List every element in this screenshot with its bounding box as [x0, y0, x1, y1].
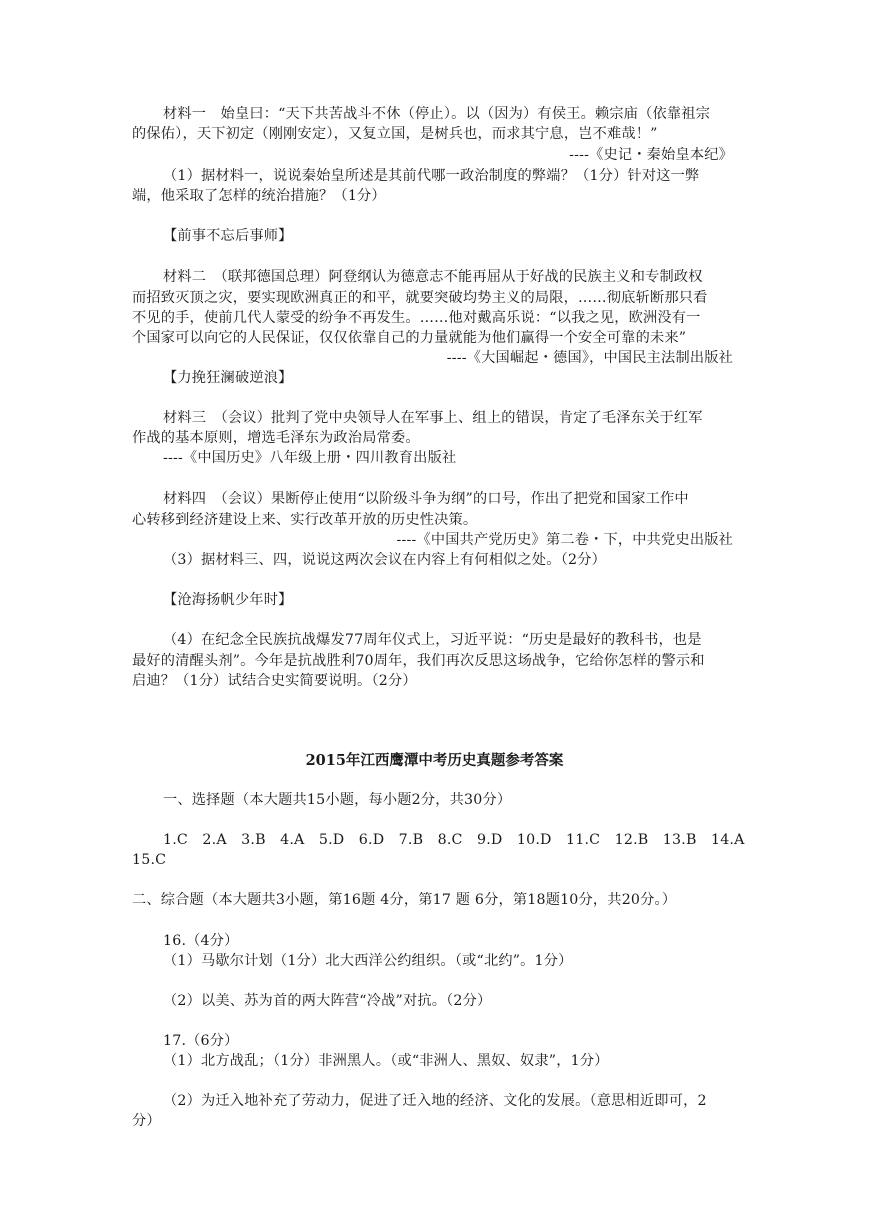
material-2-line-3: 不见的手，使前几代人蒙受的纷争不再发生。……他对戴高乐说：“以我之见，欧洲没有一 [132, 310, 701, 326]
material-3-source: ----《中国历史》八年级上册・四川教育出版社 [163, 450, 457, 466]
answer-16-1: （1）马歇尔计划（1分）北大西洋公约组织。（或“北约”。1分） [163, 953, 573, 969]
material-4-source: ----《中国共产党历史》第二卷・下，中共党史出版社 [396, 532, 733, 548]
section-heading-2: 【力挽狂澜破逆浪】 [163, 370, 293, 386]
material-1-line-1: 材料一 始皇曰：“天下共苦战斗不休（停止）。以（因为）有侯王。赖宗庙（依靠祖宗 [163, 106, 711, 122]
multiple-choice-answers-cont: 15.C [132, 852, 167, 868]
material-2-line-2: 而招致灭顶之灾，要实现欧洲真正的和平，就要突破均势主义的局限，……彻底斩断那只看 [132, 290, 708, 306]
question-3: （3）据材料三、四，说说这两次会议在内容上有何相似之处。（2分） [163, 552, 606, 568]
section-heading-1: 【前事不忘后事师】 [163, 228, 293, 244]
material-1-source: ----《史记・秦始皇本纪》 [569, 147, 733, 163]
question-1-line-2: 端，他采取了怎样的统治措施？（1分） [132, 188, 386, 204]
material-4-line-1: 材料四 （会议）果断停止使用“以阶级斗争为纲”的口号，作出了把党和国家工作中 [163, 491, 689, 507]
question-4-line-2: 最好的清醒头剂”。今年是抗战胜利70周年，我们再次反思这场战争，它给你怎样的警示和 [132, 653, 705, 669]
question-4-line-3: 启迪？（1分）试结合史实简要说明。（2分） [132, 673, 417, 689]
answer-17-2: （2）为迁入地补充了劳动力，促进了迁入地的经济、文化的发展。（意思相近即可，2 [163, 1093, 707, 1109]
section-heading-3: 【沧海扬帆少年时】 [163, 592, 293, 608]
material-1-line-2: 的保佑），天下初定（刚刚安定），又复立国，是树兵也，而求其宁息，岂不难哉！” [132, 126, 658, 142]
answer-16-heading: 16.（4分） [163, 933, 239, 949]
answer-17-heading: 17.（6分） [163, 1033, 239, 1049]
material-2-source: ----《大国崛起・德国》，中国民主法制出版社 [446, 350, 733, 366]
answer-key-title: 2015年江西鹰潭中考历史真题参考答案 [305, 752, 564, 769]
material-2-line-4: 个国家可以向它的人民保证，仅仅依靠自己的力量就能为他们赢得一个安全可靠的未来” [132, 330, 687, 346]
answer-17-2-cont: 分） [132, 1113, 161, 1129]
answer-16-2: （2）以美、苏为首的两大阵营“冷战”对抗。（2分） [163, 993, 492, 1009]
material-2-line-1: 材料二 （联邦德国总理）阿登纲认为德意志不能再屈从于好战的民族主义和专制政权 [163, 269, 703, 285]
question-1-line-1: （1）据材料一，说说秦始皇所述是其前代哪一政治制度的弊端？（1分）针对这一弊 [163, 168, 700, 184]
material-3-line-2: 作战的基本原则，增选毛泽东为政治局常委。 [132, 430, 420, 446]
answer-17-1: （1）北方战乱；（1分）非洲黑人。（或“非洲人、黑奴、奴隶”，1分） [163, 1053, 609, 1069]
multiple-choice-heading: 一、选择题（本大题共15小题，每小题2分，共30分） [163, 792, 512, 808]
material-3-line-1: 材料三 （会议）批判了党中央领导人在军事上、组上的错误，肯定了毛泽东关于红军 [163, 410, 703, 426]
comprehensive-heading: 二、综合题（本大题共3小题，第16题 4分，第17 题 6分，第18题10分，共20分。） [132, 892, 677, 908]
multiple-choice-answers: 1.C 2.A 3.B 4.A 5.D 6.D 7.B 8.C 9.D 10.D 11.C 12.B 13.B 14.A [163, 832, 745, 848]
material-4-line-2: 心转移到经济建设上来、实行改革开放的历史性决策。 [132, 512, 478, 528]
question-4-line-1: （4）在纪念全民族抗战爆发77周年仪式上，习近平说：“历史是最好的教科书，也是 [163, 632, 702, 648]
